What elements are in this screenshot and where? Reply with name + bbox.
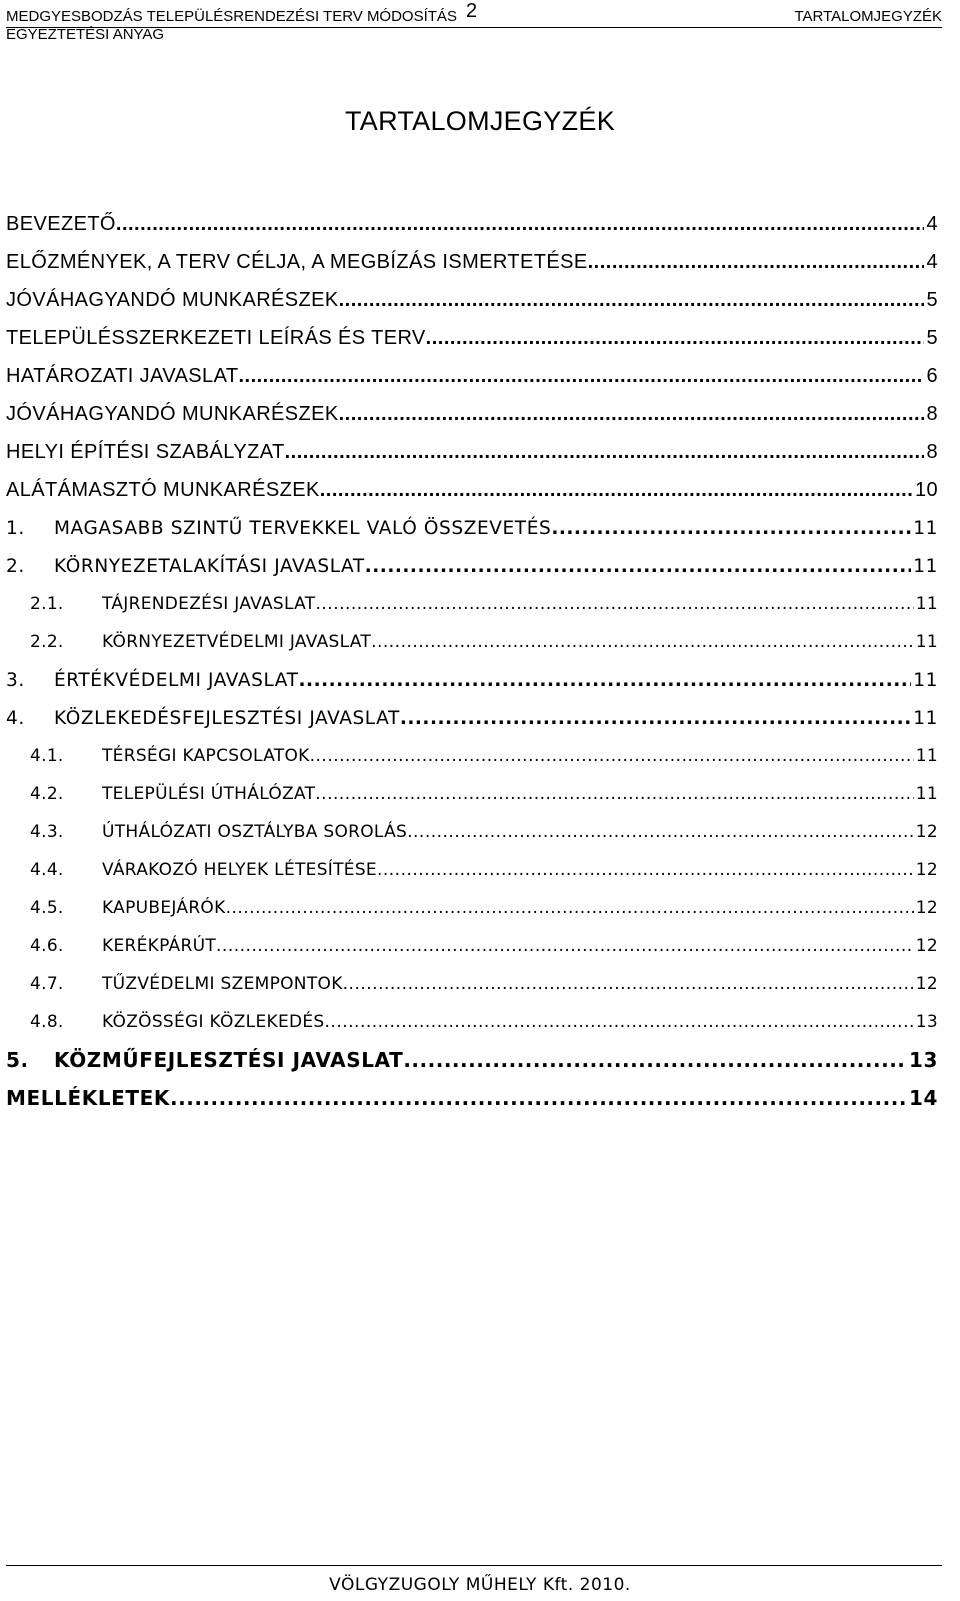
toc-dot-leader	[226, 898, 914, 918]
header-document-type: EGYEZTETÉSI ANYAG	[6, 26, 165, 43]
toc-dot-leader	[216, 936, 914, 956]
toc-entry-label: ELŐZMÉNYEK, A TERV CÉLJA, A MEGBÍZÁS ISMERTETÉSE	[6, 250, 588, 273]
toc-entry-label: ÚTHÁLÓZATI OSZTÁLYBA SOROLÁS	[102, 822, 408, 842]
toc-entry-page: 11	[915, 746, 938, 766]
toc-entry[interactable]	[6, 319, 938, 357]
toc-dot-leader	[310, 746, 914, 766]
toc-dot-leader	[400, 708, 911, 729]
toc-entry-number: 4.8.	[30, 1012, 64, 1032]
toc-dot-leader	[320, 479, 913, 502]
header-project-title: MEDGYESBODZÁS TELEPÜLÉSRENDEZÉSI TERV MÓDOSÍTÁS	[6, 8, 457, 25]
toc-dot-leader	[371, 632, 914, 652]
toc-entry-page: 12	[915, 822, 938, 842]
toc-entry-label: TÉRSÉGI KAPCSOLATOK	[102, 746, 310, 766]
toc-entry[interactable]	[6, 243, 938, 281]
toc-entry[interactable]	[6, 357, 938, 395]
toc-entry-page: 13	[908, 1048, 938, 1072]
toc-entry-label: MAGASABB SZINTŰ TERVEKKEL VALÓ ÖSSZEVETÉS	[54, 517, 552, 539]
toc-dot-leader	[339, 403, 925, 426]
toc-entry[interactable]	[6, 585, 938, 623]
toc-entry[interactable]	[6, 205, 938, 243]
toc-entry-page: 11	[915, 594, 938, 614]
toc-entry-label: KÖRNYEZETALAKÍTÁSI JAVASLAT	[54, 555, 365, 577]
toc-entry-page: 8	[926, 440, 938, 463]
toc-entry-label: ALÁTÁMASZTÓ MUNKARÉSZEK	[6, 478, 320, 501]
toc-entry[interactable]	[6, 851, 938, 889]
toc-entry-page: 12	[915, 936, 938, 956]
toc-entry-number: 4.	[6, 707, 25, 729]
toc-entry-label: KÖZÖSSÉGI KÖZLEKEDÉS	[102, 1012, 325, 1032]
toc-entry[interactable]	[6, 395, 938, 433]
header-page-number: 2	[466, 0, 478, 22]
toc-entry[interactable]	[6, 1003, 938, 1041]
toc-entry-number: 2.	[6, 555, 25, 577]
footer-divider	[6, 1565, 942, 1566]
toc-entry-page: 11	[915, 632, 938, 652]
toc-entry[interactable]	[6, 1079, 938, 1117]
toc-entry-page: 12	[915, 860, 938, 880]
toc-entry[interactable]	[6, 623, 938, 661]
toc-entry-number: 3.	[6, 669, 25, 691]
toc-entry[interactable]	[6, 775, 938, 813]
toc-entry-label: KERÉKPÁRÚT	[102, 936, 217, 956]
toc-entry-number: 2.2.	[30, 632, 64, 652]
toc-entry-label: TŰZVÉDELMI SZEMPONTOK	[102, 974, 343, 994]
toc-dot-leader	[377, 860, 914, 880]
toc-entry[interactable]	[6, 965, 938, 1003]
toc-entry[interactable]	[6, 471, 938, 509]
toc-entry-label: BEVEZETŐ	[6, 212, 116, 235]
toc-entry-page: 13	[915, 1012, 938, 1032]
toc-dot-leader	[315, 594, 913, 614]
toc-entry-page: 4	[926, 212, 938, 235]
toc-entry-label: KAPUBEJÁRÓK	[102, 898, 226, 918]
toc-entry-label: HATÁROZATI JAVASLAT	[6, 364, 239, 387]
toc-entry-page: 4	[926, 250, 938, 273]
toc-dot-leader	[339, 289, 925, 312]
toc-entry-label: HELYI ÉPÍTÉSI SZABÁLYZAT	[6, 440, 285, 463]
toc-dot-leader	[116, 213, 925, 236]
toc-entry-page: 11	[913, 669, 938, 691]
toc-dot-leader	[403, 1048, 907, 1072]
toc-entry-page: 12	[915, 974, 938, 994]
toc-entry-number: 5.	[6, 1048, 29, 1072]
toc-entry[interactable]	[6, 433, 938, 471]
toc-entry-label: JÓVÁHAGYANDÓ MUNKARÉSZEK	[6, 288, 339, 311]
toc-entry-label: TELEPÜLÉSSZERKEZETI LEÍRÁS ÉS TERV	[6, 326, 426, 349]
toc-entry-number: 4.6.	[30, 936, 64, 956]
toc-entry-page: 10	[914, 478, 938, 501]
table-of-contents	[6, 205, 938, 1117]
toc-dot-leader	[588, 251, 925, 274]
toc-entry-label: TELEPÜLÉSI ÚTHÁLÓZAT	[102, 784, 316, 804]
toc-dot-leader	[365, 556, 912, 577]
toc-dot-leader	[238, 365, 924, 388]
toc-entry-number: 4.2.	[30, 784, 64, 804]
toc-entry-number: 4.7.	[30, 974, 64, 994]
toc-entry-page: 5	[926, 288, 938, 311]
toc-entry-page: 5	[926, 326, 938, 349]
toc-entry[interactable]	[6, 737, 938, 775]
toc-entry-label: KÖZLEKEDÉSFEJLESZTÉSI JAVASLAT	[54, 707, 400, 729]
toc-entry-page: 12	[915, 898, 938, 918]
toc-entry[interactable]	[6, 927, 938, 965]
toc-entry-number: 4.3.	[30, 822, 64, 842]
toc-dot-leader	[285, 441, 925, 464]
toc-entry-label: MELLÉKLETEK	[6, 1086, 171, 1110]
page-title: TARTALOMJEGYZÉK	[344, 106, 616, 136]
toc-dot-leader	[426, 327, 925, 350]
toc-dot-leader	[315, 784, 913, 804]
toc-entry-number: 2.1.	[30, 594, 64, 614]
toc-entry-page: 11	[915, 784, 938, 804]
toc-entry[interactable]	[6, 813, 938, 851]
toc-entry-number: 4.1.	[30, 746, 64, 766]
toc-dot-leader	[407, 822, 914, 842]
toc-entry[interactable]	[6, 661, 938, 699]
toc-dot-leader	[551, 518, 911, 539]
toc-dot-leader	[170, 1086, 907, 1110]
toc-entry-number: 4.5.	[30, 898, 64, 918]
header-divider	[6, 27, 942, 28]
page-footer	[0, 1565, 960, 1601]
toc-entry-page: 11	[913, 555, 938, 577]
toc-entry[interactable]	[6, 509, 938, 547]
toc-entry-label: TÁJRENDEZÉSI JAVASLAT	[102, 594, 316, 614]
footer-company: VÖLGYZUGOLY MŰHELY Kft. 2010.	[329, 1575, 631, 1595]
toc-entry[interactable]	[6, 889, 938, 927]
toc-entry-page: 14	[908, 1086, 938, 1110]
toc-entry-number: 1.	[6, 517, 25, 539]
toc-entry-page: 11	[913, 707, 938, 729]
toc-entry[interactable]	[6, 281, 938, 319]
toc-entry-page: 11	[913, 517, 938, 539]
toc-entry-label: ÉRTÉKVÉDELMI JAVASLAT	[54, 669, 299, 691]
toc-entry[interactable]	[6, 1041, 938, 1079]
toc-entry-label: KÖRNYEZETVÉDELMI JAVASLAT	[102, 632, 372, 652]
document-title-header	[6, 8, 457, 44]
toc-dot-leader	[325, 1012, 914, 1032]
toc-entry-label: KÖZMŰFEJLESZTÉSI JAVASLAT	[54, 1048, 404, 1072]
header-section-title: TARTALOMJEGYZÉK	[794, 8, 942, 25]
toc-entry-page: 8	[926, 402, 938, 425]
toc-entry-label: VÁRAKOZÓ HELYEK LÉTESÍTÉSE	[102, 860, 377, 880]
toc-entry-page: 6	[926, 364, 938, 387]
toc-entry-label: JÓVÁHAGYANDÓ MUNKARÉSZEK	[6, 402, 339, 425]
toc-entry[interactable]	[6, 547, 938, 585]
toc-entry-number: 4.4.	[30, 860, 64, 880]
toc-dot-leader	[299, 670, 912, 691]
toc-dot-leader	[343, 974, 914, 994]
page-header	[0, 0, 960, 43]
toc-entry[interactable]	[6, 699, 938, 737]
